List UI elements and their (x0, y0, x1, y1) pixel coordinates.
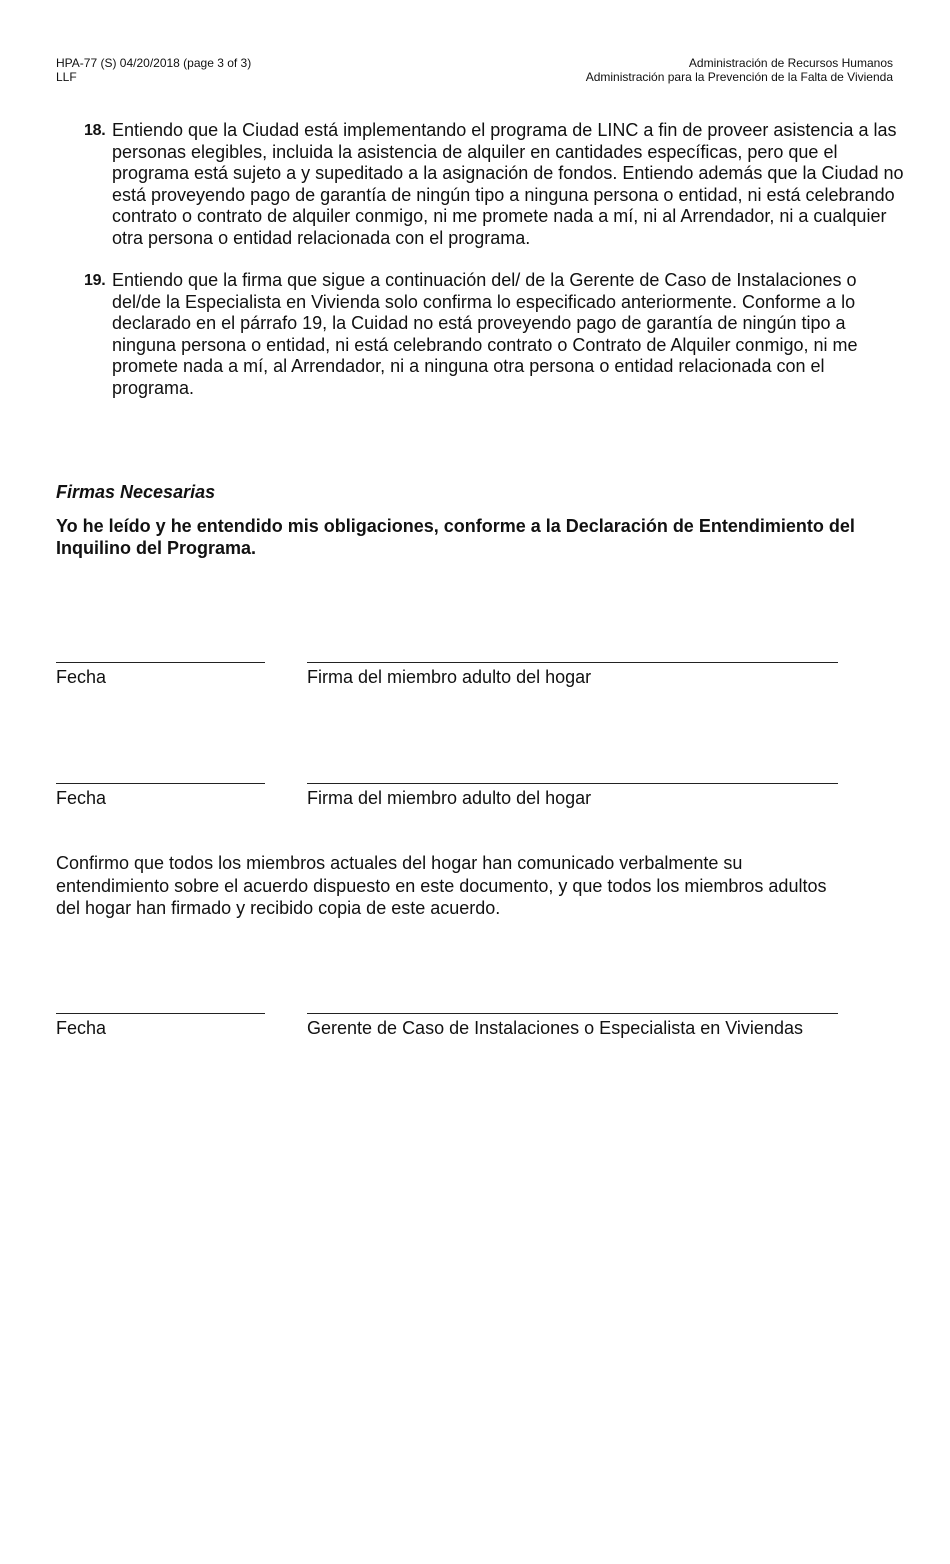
item-number: 19. (84, 272, 106, 289)
signatures-heading: Firmas Necesarias (56, 482, 216, 502)
signature-row-2 (0, 783, 950, 823)
form-identifier (56, 56, 251, 84)
date-line[interactable] (56, 1013, 265, 1014)
signature-line[interactable] (307, 662, 838, 663)
date-label: Fecha (56, 788, 107, 808)
confirmation-text: Confirmo que todos los miembros actuales del hogar han comunicado verbalmente su entendimiento sobre el acuerdo dispuesto en este documento, y que todos los miembros adultos del hogar han firmado y recibido copia de este acuerdo. (56, 853, 827, 918)
agency-name: Administración de Recursos Humanos (688, 56, 893, 70)
date-line[interactable] (56, 783, 265, 784)
item-number: 18. (84, 122, 106, 139)
date-label: Fecha (56, 1018, 107, 1038)
signature-label: Firma del miembro adulto del hogar (307, 667, 592, 687)
signature-line[interactable] (307, 783, 838, 784)
agency-header (586, 56, 893, 84)
item-text: Entiendo que la Ciudad está implementando el programa de LINC a fin de proveer asistencia a las personas elegibles, incluida la asistencia de alquiler en cantidades específicas, pero que el programa está sujeto a y supeditado a la asignación de fondos. Entiendo además que la Ciudad no está proveyendo pago de garantía de ningún tipo a ninguna persona o entidad, ni está celebrando contrato o contrato de alquiler conmigo, ni me promete nada a mí, ni al Arrendador, ni a cualquier otra persona o entidad relacionada con el programa. (112, 120, 904, 248)
signature-label: Firma del miembro adulto del hogar (307, 788, 592, 808)
signature-row-1 (0, 662, 950, 702)
signature-row-3 (0, 1013, 950, 1053)
date-label: Fecha (56, 667, 107, 687)
date-line[interactable] (56, 662, 265, 663)
form-suffix: LLF (56, 70, 77, 84)
numbered-item-18 (84, 120, 904, 249)
agency-division: Administración para la Prevención de la Falta de Vivienda (585, 70, 893, 84)
form-code: HPA-77 (S) 04/20/2018 (page 3 of 3) (56, 56, 252, 70)
acknowledgement-statement: Yo he leído y he entendido mis obligaciones, conforme a la Declaración de Entendimiento del Inquilino del Programa. (56, 516, 855, 558)
signature-label: Gerente de Caso de Instalaciones o Especialista en Viviendas (307, 1018, 803, 1038)
numbered-item-19 (84, 270, 904, 399)
item-text: Entiendo que la firma que sigue a continuación del/ de la Gerente de Caso de Instalaciones o del/de la Especialista en Vivienda solo confirma lo especificado anteriormente. Conforme a lo declarado en el párrafo 19, la Cuidad no está proveyendo pago de garantía de ningún tipo a ninguna persona o entidad, ni está celebrando contrato o Contrato de Alquiler conmigo, ni me promete nada a mí, al Arrendador, ni a ninguna otra persona o entidad relacionada con el programa. (112, 270, 858, 398)
signature-line[interactable] (307, 1013, 838, 1014)
